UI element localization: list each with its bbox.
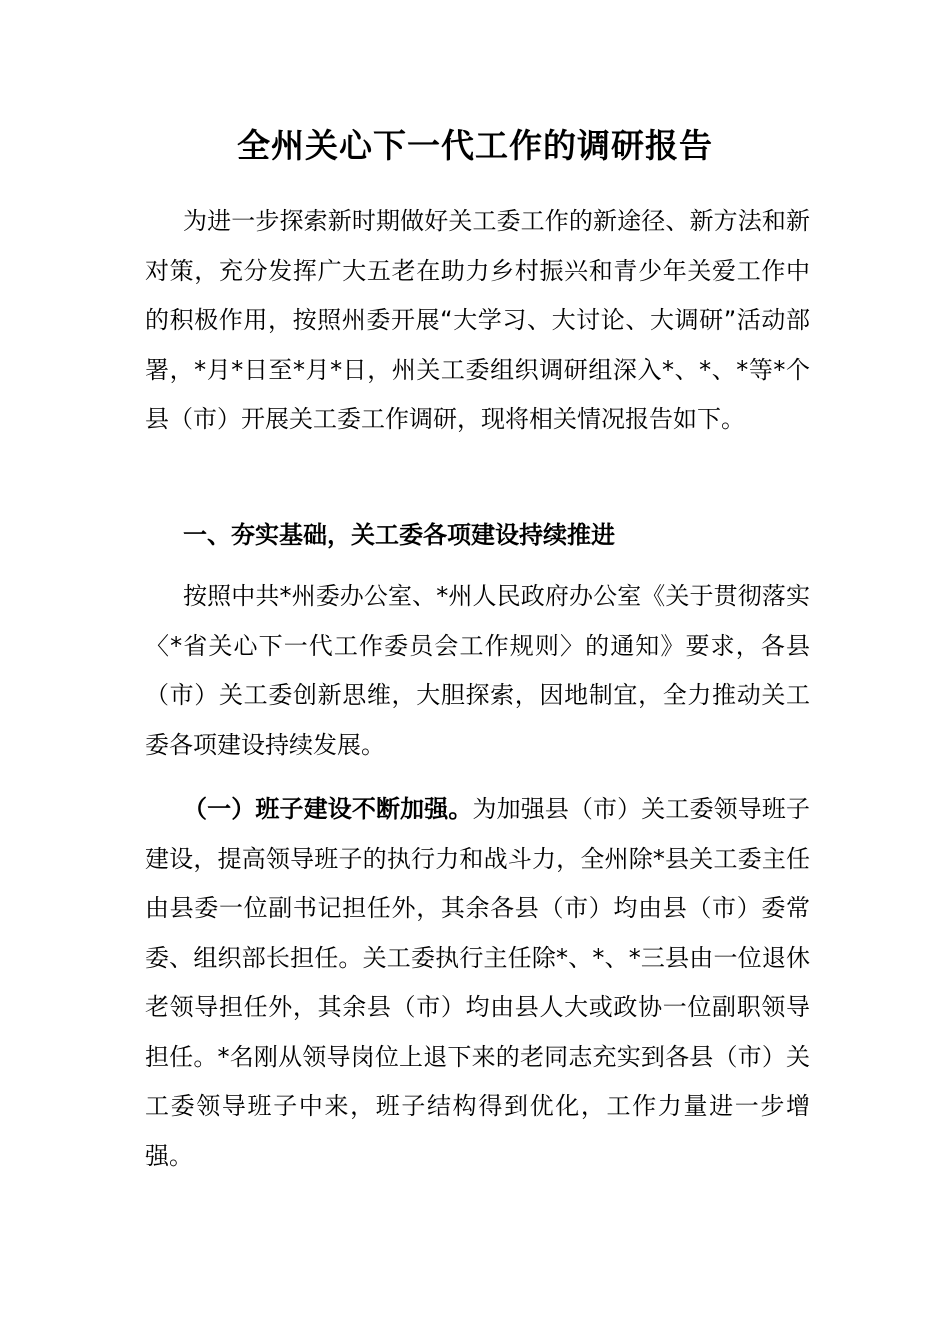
section-heading: 一、夯实基础，关工委各项建设持续推进 [183, 521, 615, 549]
subsection-heading: （一）班子建设不断加强。 [183, 795, 473, 823]
intro-paragraph: 为进一步探索新时期做好关工委工作的新途径、新方法和新对策，充分发挥广大五老在助力乡村振兴和青少年关爱工作中的积极作用，按照州委开展“大学习、大讨论、大调研”活动部署，*月*日至*月*日，州关工委组织调研组深入*、*、*等*个县（市）开展关工委工作调研，现将相关情况报告如下。 [145, 207, 810, 433]
section-paragraph: 按照中共*州委办公室、*州人民政府办公室《关于贯彻落实〈*省关心下一代工作委员会工作规则〉的通知》要求，各县（市）关工委创新思维，大胆探索，因地制宜，全力推动关工委各项建设持续发展。 [145, 582, 810, 759]
document-title: 全州关心下一代工作的调研报告 [237, 126, 713, 165]
subsection-paragraph [145, 785, 810, 1181]
subsection-text: 为加强县（市）关工委领导班子建设，提高领导班子的执行力和战斗力，全州除*县关工委主任由县委一位副书记担任外，其余各县（市）均由县（市）委常委、组织部长担任。关工委执行主任除*、*、*三县由一位退休老领导担任外，其余县（市）均由县人大或政协一位副职领导担任。*名刚从领导岗位上退下来的老同志充实到各县（市）关工委领导班子中来，班子结构得到优化，工作力量进一步增强。 [145, 795, 811, 1170]
